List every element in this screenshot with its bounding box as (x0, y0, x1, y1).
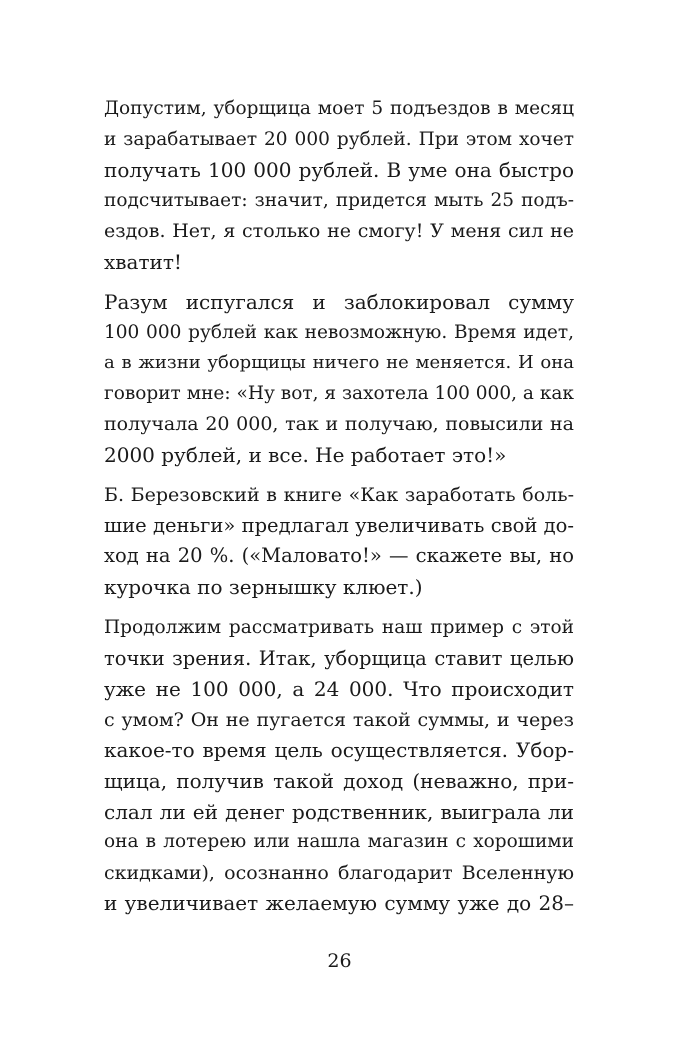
paragraph-line: 2000 рублей, и все. Не работает это!» (104, 442, 507, 467)
paragraph-line: подсчитывает: значит, придется мыть 25 подъ- (104, 189, 574, 211)
paragraph-line: слал ли ей денег родственник, выиграла ли (104, 799, 574, 824)
paragraph-line: курочка по зернышку клюет.) (104, 574, 423, 599)
paragraph-line: получать 100 000 рублей. В уме она быстро (104, 158, 574, 183)
paragraph-line: получала 20 000, так и получаю, повысили на (104, 413, 574, 436)
paragraph-3 (104, 480, 574, 602)
paragraph-line: она в лотерею или нашла магазин с хорошими (104, 831, 574, 853)
paragraph-line: точки зрения. Итак, уборщица ставит целью (104, 646, 574, 670)
paragraph-line: Б. Березовский в книге «Как заработать боль- (104, 484, 574, 506)
paragraph-line: щица, получив такой доход (неважно, при- (104, 768, 574, 793)
paragraph-line: с умом? Он не пугается такой суммы, и через (104, 708, 574, 731)
paragraph-line: говорит мне: «Ну вот, я захотела 100 000, а как (104, 382, 574, 404)
paragraph-line: какое-то время цель осуществляется. Убор- (104, 738, 574, 763)
paragraph-line: ход на 20 %. («Маловато!» — скажете вы, но (104, 544, 574, 568)
paragraph-line: 100 000 рублей как невозможную. Время идет, (104, 321, 574, 343)
paragraph-line: хватит! (104, 249, 182, 274)
paragraph-1 (104, 94, 574, 278)
paragraph-line: Допустим, уборщица моет 5 подъездов в месяц (104, 98, 574, 119)
paragraph-line: шие деньги» предлагал увеличивать свой до- (104, 513, 574, 537)
paragraph-2 (104, 287, 574, 471)
paragraph-line: Разум испугался и заблокировал сумму (104, 290, 574, 314)
paragraph-line: а в жизни уборщицы ничего не меняется. И она (104, 352, 574, 374)
paragraph-line: ездов. Нет, я столько не смогу! У меня сил не (104, 220, 574, 243)
paragraph-line: уже не 100 000, а 24 000. Что происходит (104, 677, 574, 702)
page-number: 26 (327, 950, 352, 972)
paragraph-4 (104, 613, 574, 919)
paragraph-line: Продолжим рассматривать наш пример с этой (104, 617, 574, 638)
paragraph-line: скидками), осознанно благодарит Вселенную (104, 861, 574, 884)
paragraph-line: и увеличивает желаемую сумму уже до 28– (104, 891, 574, 916)
paragraph-line: и зарабатывает 20 000 рублей. При этом хочет (104, 128, 574, 150)
